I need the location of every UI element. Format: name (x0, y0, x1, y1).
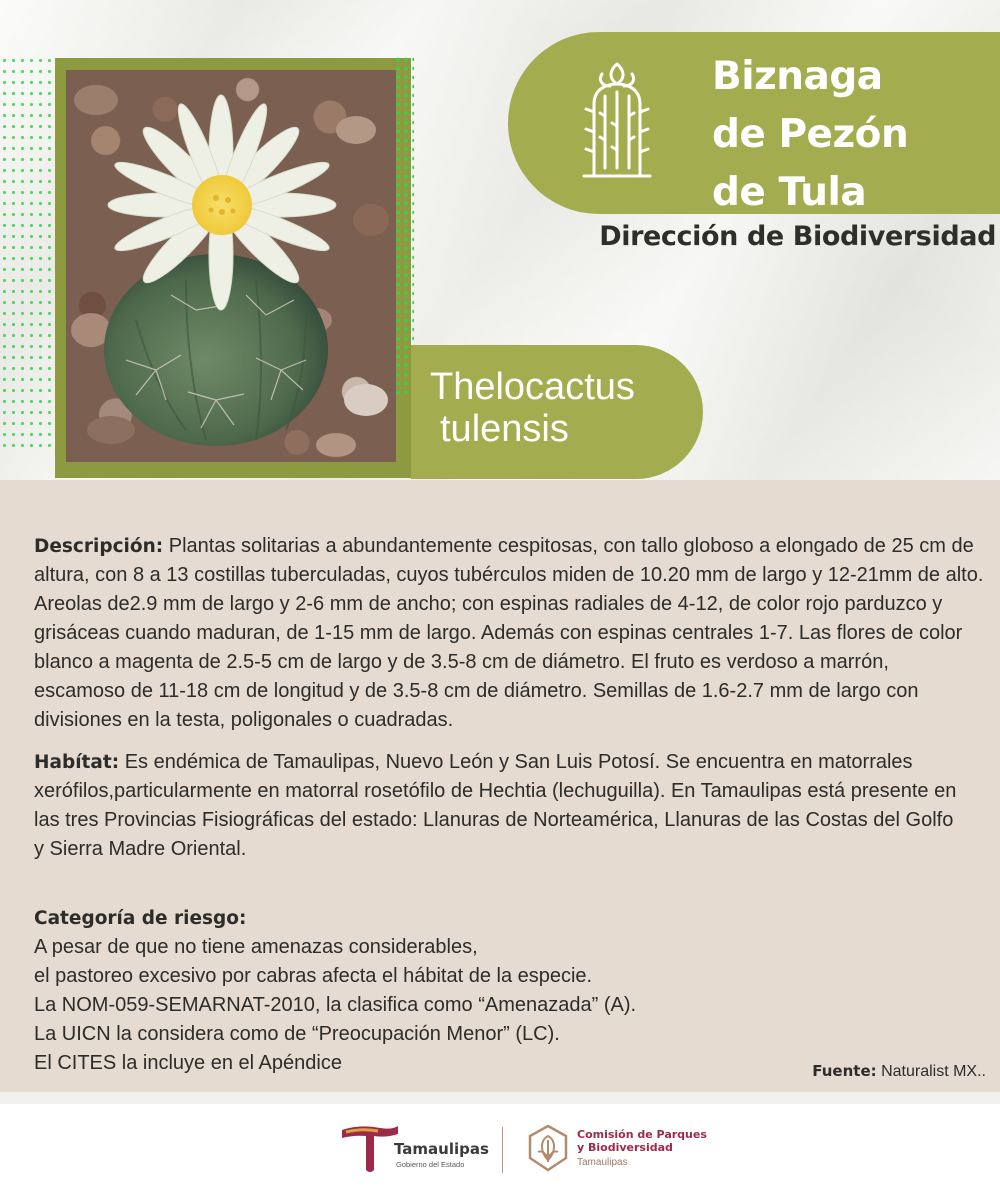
habitat-text: Es endémica de Tamaulipas, Nuevo León y San Luis Potosí. Se encuentra en matorrales xerófilos,particularmente en matorral rosetófilo de Hechtia (lechuguilla). En Tamaulipas está presente en las tres Provincias Fisiográficas del estado: Llanuras de Norteamérica, Llanuras de las Costas del Golfo y Sierra Madre Oriental. (34, 751, 957, 860)
source-value: Naturalist MX.. (881, 1063, 986, 1080)
title-line: de Pezón (712, 112, 909, 157)
cactus-photo (66, 70, 396, 462)
commission-subtitle: Tamaulipas (577, 1157, 628, 1168)
footer-divider (502, 1127, 503, 1173)
cactus-icon (572, 56, 662, 182)
habitat-label: Habítat: (34, 752, 120, 773)
species-line: Thelocactus (430, 366, 635, 408)
commission-line: y Biodiversidad (577, 1141, 673, 1154)
subtitle: Dirección de Biodiversidad (599, 221, 996, 252)
content-area (0, 480, 1000, 1092)
habitat-paragraph (34, 748, 964, 864)
risk-text: A pesar de que no tiene amenazas considerables, (34, 936, 478, 958)
source-credit (812, 1062, 986, 1081)
source-label: Fuente: (812, 1062, 877, 1080)
commission-logo-icon (526, 1124, 570, 1172)
species-line: tulensis (440, 408, 569, 450)
risk-line: La UICN la considera como de “Preocupación Menor” (LC). (34, 1023, 560, 1045)
tamaulipas-name: Tamaulipas (394, 1140, 489, 1158)
risk-line: el pastoreo excesivo por cabras afecta el hábitat de la especie. (34, 965, 593, 987)
risk-label: Categoría de riesgo: (34, 908, 247, 929)
footer (0, 1092, 1000, 1200)
description-text: Plantas solitarias a abundantemente cespitosas, con tallo globoso a elongado de 25 cm de altura, con 8 a 13 costillas tuberculadas, cuyos tubérculos miden de 10.20 mm de largo y 12-21mm de alto. Areolas de2.9 mm de largo y 2-6 mm de ancho; con espinas radiales de 4-12, de color rojo parduzco y grisáceas cuando maduran, de 1-15 mm de largo. Además con espinas centrales 1-7. Las flores de color blanco a magenta de 2.5-5 cm de largo y de 3.5-8 cm de diámetro. El fruto es verdoso a marrón, escamoso de 11-18 cm de longitud y de 3.5-8 cm de diámetro. Semillas de 1.6-2.7 mm de largo con divisiones en la testa, poligonales o cuadradas. (34, 535, 984, 731)
commission-line: Comisión de Parques (577, 1128, 707, 1141)
risk-first-line (34, 904, 794, 962)
description-label: Descripción: (34, 536, 164, 557)
tamaulipas-subtitle: Gobierno del Estado (396, 1160, 465, 1169)
risk-paragraph (34, 904, 794, 1078)
decorative-dots-right (394, 55, 414, 395)
species-name (430, 366, 635, 450)
title-line: de Tula (712, 170, 867, 215)
commission-name (577, 1128, 707, 1154)
page-title (712, 48, 908, 222)
risk-line: El CITES la incluye en el Apéndice (34, 1052, 342, 1074)
title-line: Biznaga (712, 54, 883, 99)
description-paragraph (34, 532, 984, 735)
risk-line: La NOM-059-SEMARNAT-2010, la clasifica como “Amenazada” (A). (34, 994, 637, 1016)
header-area (0, 0, 1000, 480)
